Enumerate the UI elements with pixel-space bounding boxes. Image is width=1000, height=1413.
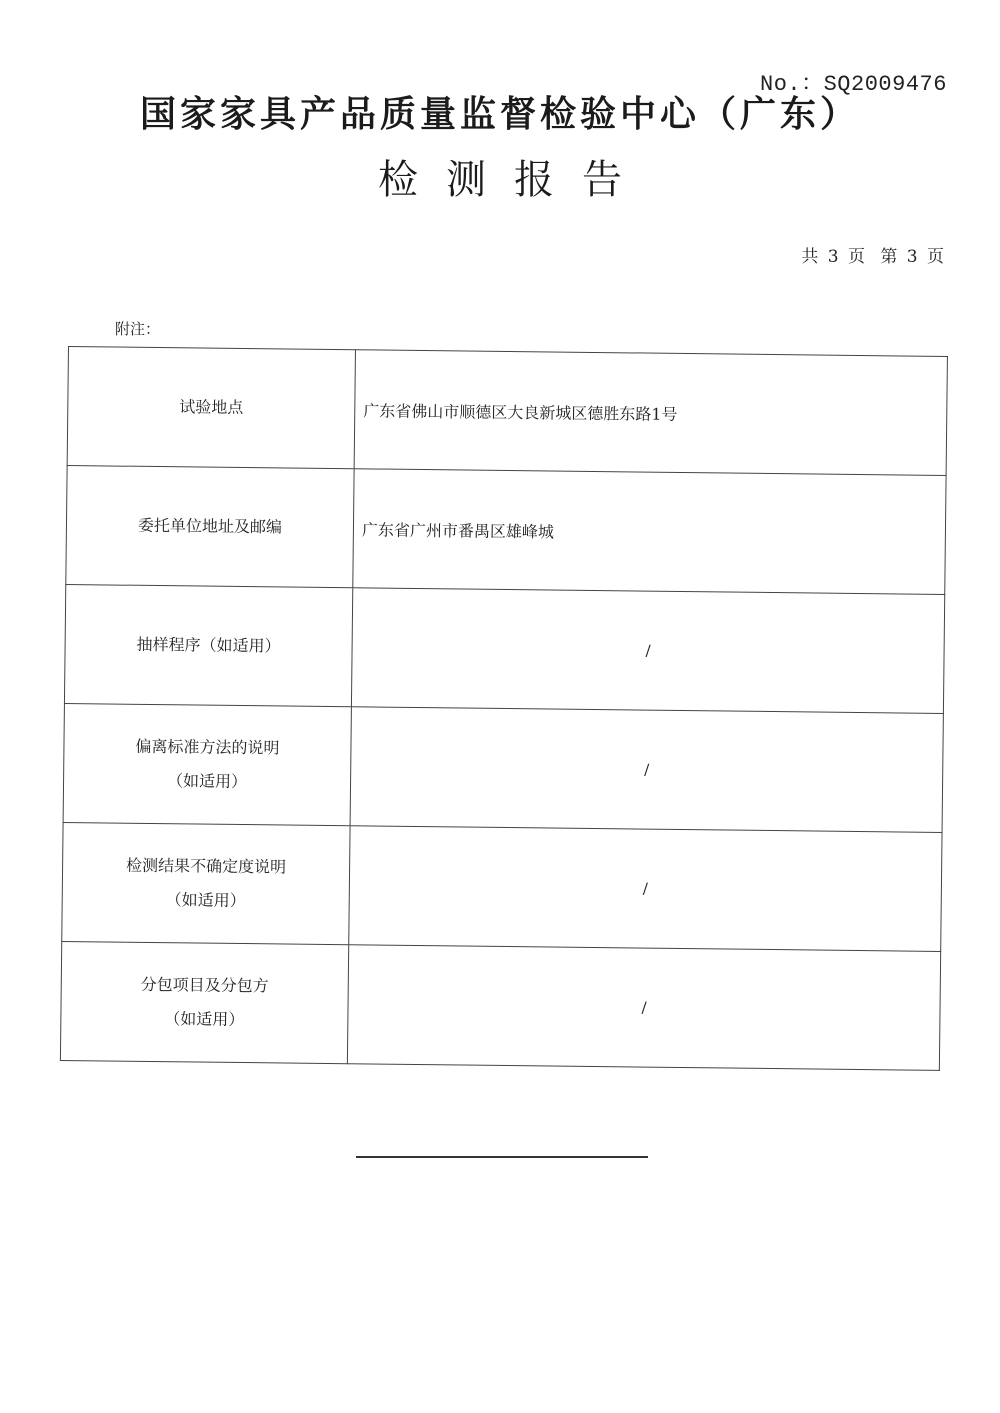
organization-title: 国家家具产品质量监督检验中心（广东） <box>139 94 860 135</box>
notes-label: 附注： <box>115 320 161 338</box>
row-label <box>67 347 355 469</box>
table-row <box>66 465 946 594</box>
row-value: 广东省广州市番禺区雄峰城 <box>353 469 946 595</box>
row-label-note: （如适用） <box>165 890 246 911</box>
row-label-text: 偏离标准方法的说明 <box>135 736 280 758</box>
row-value: / <box>349 826 942 952</box>
row-value: / <box>347 945 940 1071</box>
end-of-report-divider <box>356 1156 648 1158</box>
table-row <box>60 941 940 1070</box>
row-value: 广东省佛山市顺德区大良新城区德胜东路1号 <box>354 350 947 476</box>
row-label-text: 试验地点 <box>179 397 244 417</box>
table-row <box>67 347 947 476</box>
table-row <box>63 703 943 832</box>
table-row <box>64 584 944 713</box>
row-value: / <box>351 588 944 714</box>
notes-table <box>60 346 948 1071</box>
row-label <box>62 822 350 944</box>
page-current: 第 3 页 <box>880 247 944 267</box>
report-number: No.：SQ2009476 <box>760 72 947 97</box>
row-label-text: 检测结果不确定度说明 <box>125 855 287 877</box>
notes-table-container <box>60 346 948 1078</box>
page-total: 共 3 页 <box>801 247 865 267</box>
row-label <box>66 465 354 587</box>
document-title: 检测报告 <box>378 157 650 203</box>
row-value: / <box>350 707 943 833</box>
row-label <box>63 703 351 825</box>
row-label-text: 委托单位地址及邮编 <box>137 515 283 537</box>
row-label <box>64 584 352 706</box>
row-label-note: （如适用） <box>164 1009 245 1030</box>
table-row <box>62 822 942 951</box>
row-label-note: （如适用） <box>166 771 248 792</box>
row-label <box>60 941 348 1063</box>
page-indicator <box>795 242 944 267</box>
row-label-text: 分包项目及分包方 <box>140 974 269 996</box>
row-label-text: 抽样程序（如适用） <box>136 634 281 656</box>
